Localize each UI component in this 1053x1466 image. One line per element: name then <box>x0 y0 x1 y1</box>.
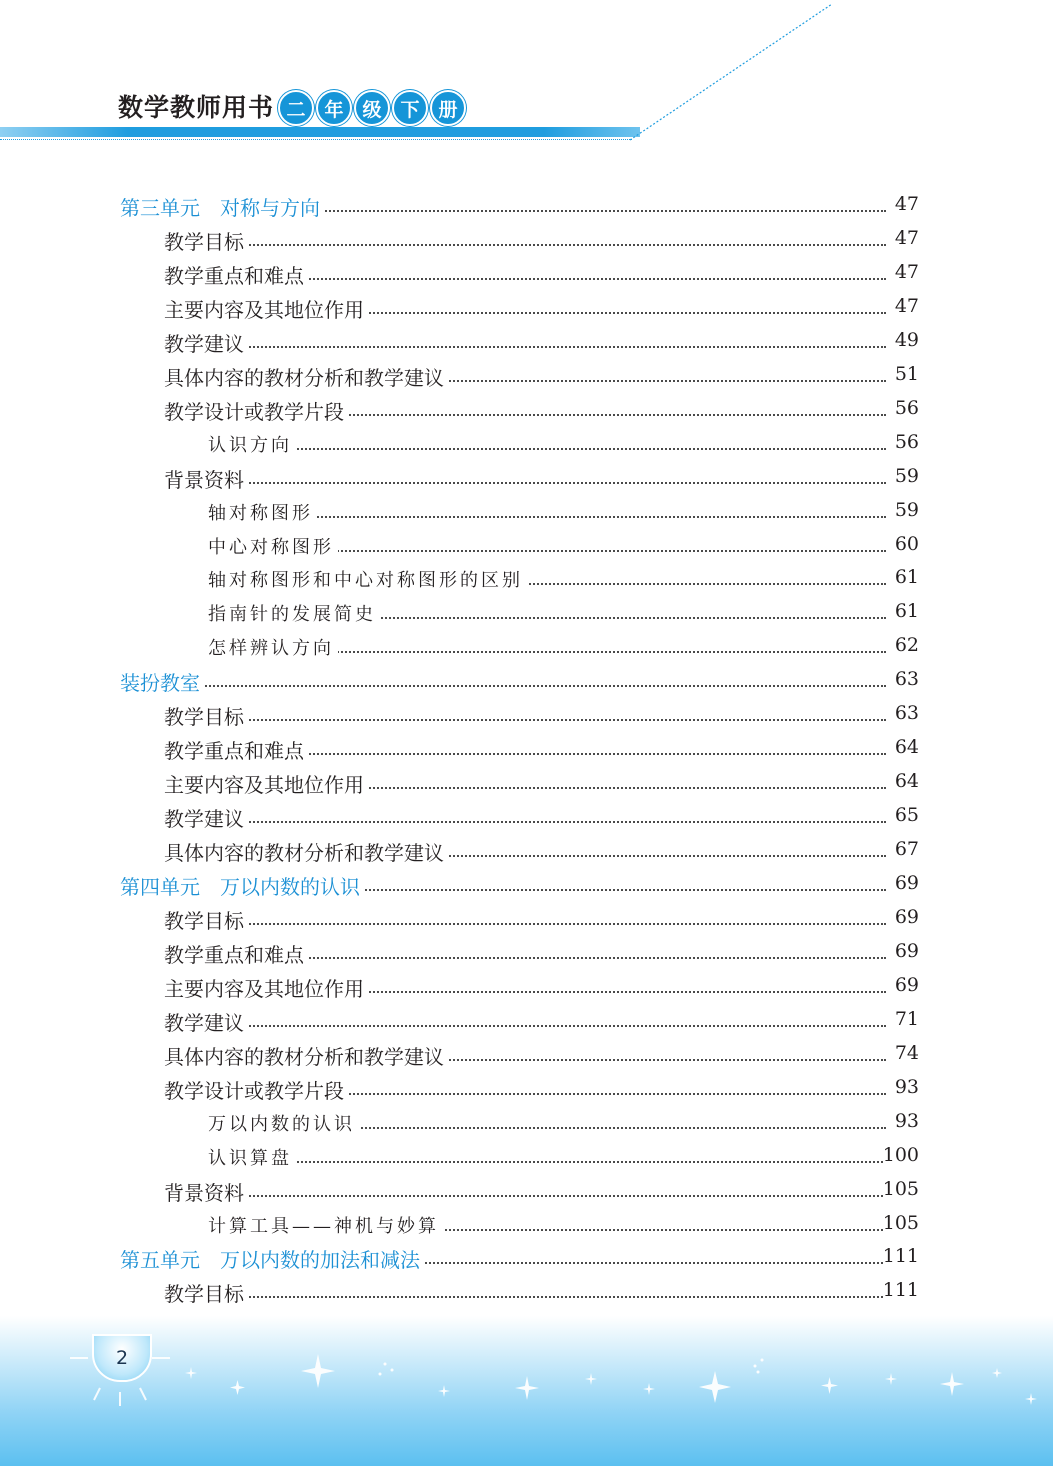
header-decor-dotted-line <box>0 139 632 140</box>
toc-entry-title: 第三单元 对称与方向 <box>120 192 324 221</box>
toc-entry-title: 中心对称图形 <box>208 533 338 559</box>
toc-dot-leader <box>174 1296 886 1298</box>
toc-page-number: 69 <box>889 872 919 894</box>
toc-entry <box>0 1173 1053 1207</box>
grade-badge: 下 <box>392 90 428 126</box>
toc-dot-leader <box>174 482 886 484</box>
toc-entry <box>0 256 1053 290</box>
toc-subentry <box>0 494 1053 528</box>
toc-entry <box>0 1037 1053 1071</box>
toc-entry-title: 教学目标 <box>164 1278 248 1307</box>
toc-page-number: 63 <box>889 668 919 690</box>
toc-entry-title: 指南针的发展简史 <box>208 600 380 626</box>
page-number: 2 <box>115 1347 129 1369</box>
toc-entry-title: 教学设计或教学片段 <box>164 396 348 425</box>
toc-entry-title: 认识算盘 <box>208 1144 296 1170</box>
header-decor-diagonal <box>630 0 840 145</box>
toc-entry-title: 教学重点和难点 <box>164 939 308 968</box>
toc-entry-title: 轴对称图形和中心对称图形的区别 <box>208 566 527 592</box>
toc-entry <box>0 1003 1053 1037</box>
toc-entry <box>0 290 1053 324</box>
toc-section-entry <box>0 188 1053 222</box>
toc-subentry <box>0 1139 1053 1173</box>
toc-entry-title: 教学建议 <box>164 1007 248 1036</box>
toc-entry-title: 具体内容的教材分析和教学建议 <box>164 362 448 391</box>
toc-page-number: 64 <box>889 736 919 758</box>
toc-entry-title: 教学重点和难点 <box>164 735 308 764</box>
toc-entry-title: 计算工具——神机与妙算 <box>208 1212 443 1238</box>
toc-entry-title: 具体内容的教材分析和教学建议 <box>164 1041 448 1070</box>
toc-entry-title: 装扮教室 <box>120 667 204 696</box>
toc-page-number: 69 <box>889 974 919 996</box>
toc-dot-leader <box>174 923 886 925</box>
toc-entry-title: 主要内容及其地位作用 <box>164 769 368 798</box>
toc-page-number: 71 <box>889 1008 919 1030</box>
toc-dot-leader <box>174 346 886 348</box>
toc-entry-title: 轴对称图形 <box>208 499 317 525</box>
toc-subentry <box>0 629 1053 663</box>
toc-entry-title: 教学目标 <box>164 905 248 934</box>
toc-dot-leader <box>174 821 886 823</box>
sparkle-decoration-icon <box>0 1316 1053 1466</box>
toc-page-number: 56 <box>889 431 919 453</box>
toc-page-number: 93 <box>889 1110 919 1132</box>
toc-entry-title: 教学建议 <box>164 803 248 832</box>
toc-entry <box>0 901 1053 935</box>
toc-entry <box>0 833 1053 867</box>
toc-page-number: 59 <box>889 465 919 487</box>
toc-section-entry <box>0 663 1053 697</box>
toc-page-number: 51 <box>889 363 919 385</box>
toc-page-number: 47 <box>889 295 919 317</box>
toc-page-number: 59 <box>889 499 919 521</box>
toc-entry <box>0 1071 1053 1105</box>
toc-entry <box>0 222 1053 256</box>
toc-entry-title: 第四单元 万以内数的认识 <box>120 871 364 900</box>
toc-page-number: 60 <box>889 533 919 555</box>
grade-badge: 年 <box>316 90 352 126</box>
toc-page-number: 69 <box>889 906 919 928</box>
grade-badge: 级 <box>354 90 390 126</box>
toc-entry <box>0 1274 1053 1308</box>
toc-dot-leader <box>130 685 886 687</box>
toc-entry <box>0 697 1053 731</box>
toc-entry-title: 教学建议 <box>164 328 248 357</box>
toc-section-entry <box>0 867 1053 901</box>
toc-subentry <box>0 426 1053 460</box>
toc-entry-title: 教学目标 <box>164 701 248 730</box>
toc-page-number: 93 <box>889 1076 919 1098</box>
toc-page-number: 105 <box>882 1177 919 1200</box>
toc-page-number: 100 <box>882 1143 919 1166</box>
toc-page-number: 47 <box>889 193 919 215</box>
toc-entry <box>0 799 1053 833</box>
toc-dot-leader <box>218 1161 886 1163</box>
grade-badge: 册 <box>430 90 466 126</box>
toc-entry <box>0 765 1053 799</box>
toc-dot-leader <box>218 448 886 450</box>
toc-entry-title: 教学目标 <box>164 226 248 255</box>
toc-page-number: 56 <box>889 397 919 419</box>
toc-page-number: 65 <box>889 804 919 826</box>
toc-page-number: 111 <box>882 1279 919 1302</box>
toc-page-number: 61 <box>889 600 919 622</box>
toc-entry <box>0 324 1053 358</box>
toc-page-number: 47 <box>889 261 919 283</box>
header-decor-bar <box>0 127 640 137</box>
toc-subentry <box>0 528 1053 562</box>
toc-page-number: 64 <box>889 770 919 792</box>
toc-page-number: 47 <box>889 227 919 249</box>
page-header <box>0 0 1053 160</box>
toc-entry-title: 教学设计或教学片段 <box>164 1075 348 1104</box>
toc-page-number: 105 <box>882 1211 919 1234</box>
toc-entry-title: 第五单元 万以内数的加法和减法 <box>120 1244 424 1273</box>
toc-page-number: 49 <box>889 329 919 351</box>
toc-entry-title: 具体内容的教材分析和教学建议 <box>164 837 448 866</box>
toc-entry-title: 怎样辨认方向 <box>208 634 338 660</box>
toc-subentry <box>0 1207 1053 1241</box>
toc-page-number: 111 <box>882 1245 919 1268</box>
toc-entry-title: 认识方向 <box>208 431 296 457</box>
toc-entry-title: 万以内数的认识 <box>208 1110 359 1136</box>
toc-subentry <box>0 1105 1053 1139</box>
toc-entry-title: 主要内容及其地位作用 <box>164 294 368 323</box>
toc-entry <box>0 460 1053 494</box>
toc-subentry <box>0 595 1053 629</box>
toc-entry-title: 背景资料 <box>164 1177 248 1206</box>
toc-page-number: 63 <box>889 702 919 724</box>
toc-dot-leader <box>174 244 886 246</box>
toc-dot-leader <box>174 1195 886 1197</box>
toc-section-entry <box>0 1240 1053 1274</box>
toc-page-number: 62 <box>889 634 919 656</box>
toc-dot-leader <box>218 516 886 518</box>
toc-page-number: 61 <box>889 566 919 588</box>
toc-dot-leader <box>174 1025 886 1027</box>
toc-dot-leader <box>174 719 886 721</box>
toc-entry-title: 主要内容及其地位作用 <box>164 973 368 1002</box>
toc-entry <box>0 935 1053 969</box>
toc-entry <box>0 392 1053 426</box>
toc-page-number: 74 <box>889 1042 919 1064</box>
toc-entry-title: 教学重点和难点 <box>164 260 308 289</box>
book-title: 数学教师用书 <box>118 93 275 122</box>
toc-entry <box>0 731 1053 765</box>
toc-page-number: 69 <box>889 940 919 962</box>
toc-page-number: 67 <box>889 838 919 860</box>
toc-entry <box>0 969 1053 1003</box>
toc-subentry <box>0 561 1053 595</box>
grade-badge: 二 <box>278 90 314 126</box>
grade-badges <box>278 90 466 126</box>
toc-entry <box>0 358 1053 392</box>
toc-entry-title: 背景资料 <box>164 464 248 493</box>
